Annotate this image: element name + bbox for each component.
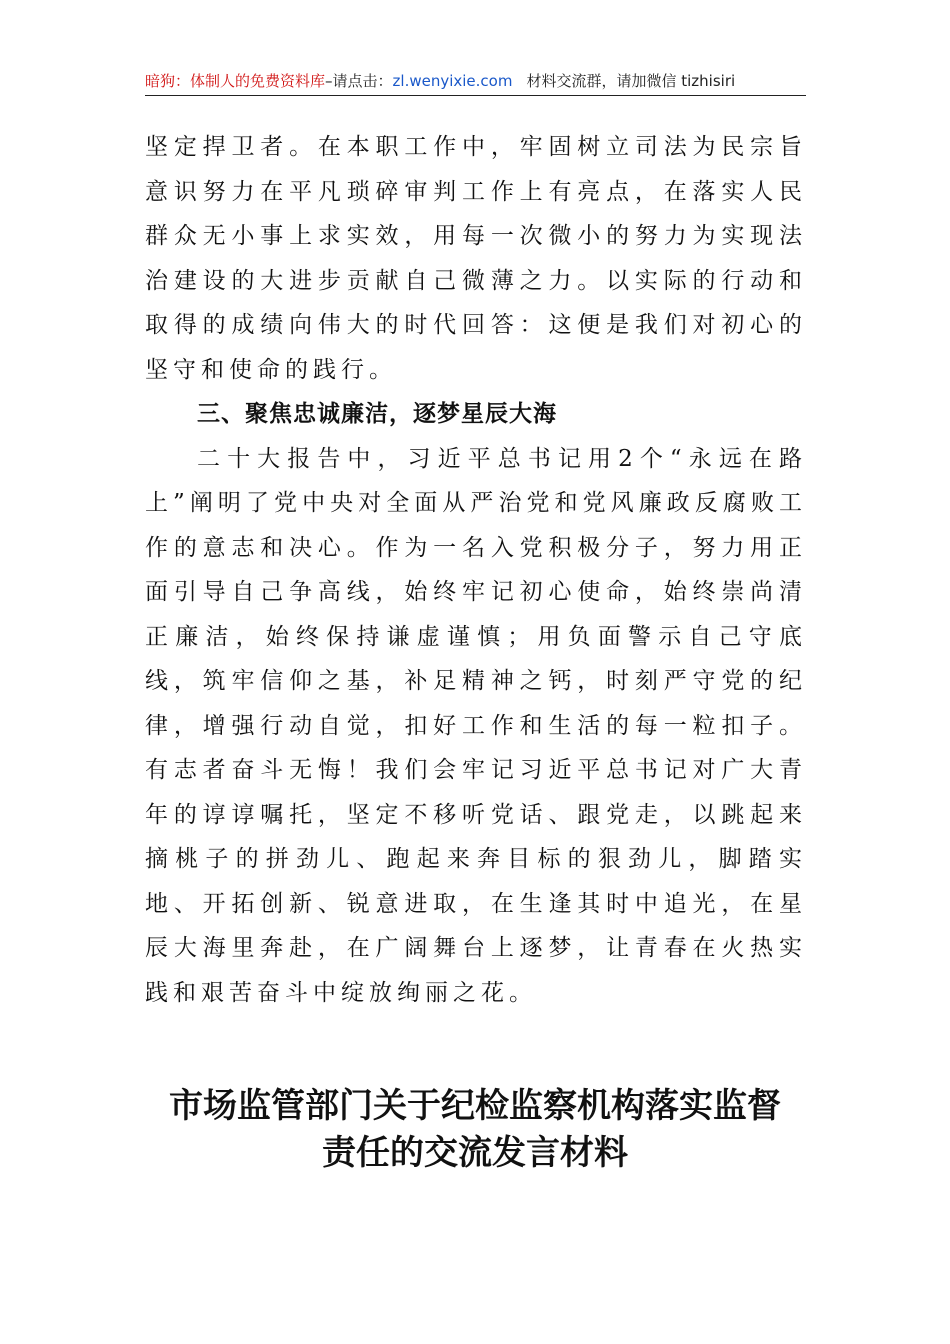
header-url-link[interactable]: zl.wenyixie.com	[392, 72, 513, 90]
title-line-1: 市场监管部门关于纪检监察机构落实监督	[169, 1086, 781, 1126]
next-document-title	[120, 1083, 830, 1177]
header-divider	[145, 95, 806, 96]
page-header	[145, 70, 806, 94]
header-prompt: –请点击：	[325, 72, 393, 90]
section-heading: 三、聚焦忠诚廉洁，逐梦星辰大海	[197, 401, 557, 427]
paragraph-main: 二十大报告中，习近平总书记用2个“永远在路上”阐明了党中央对全面从严治党和党风廉政反腐败工作的意志和决心。作为一名入党积极分子，努力用正面引导自己争高线，始终牢记初心使命，始终崇尚清正廉洁，始终保持谦虚谨慎；用负面警示自己守底线，筑牢信仰之基，补足精神之钙，时刻严守党的纪律，增强行动自觉，扣好工作和生活的每一粒扣子。有志者奋斗无悔！我们会牢记习近平总书记对广大青年的谆谆嘱托，坚定不移听党话、跟党走，以跳起来摘桃子的拼劲儿、跑起来奔目标的狠劲儿，脚踏实地、开拓创新、锐意进取，在生逢其时中追光，在星辰大海里奔赴，在广阔舞台上逐梦，让青春在火热实践和艰苦奋斗中绽放绚丽之花。	[145, 445, 807, 1006]
header-contact: 材料交流群，请加微信 tizhisiri	[526, 72, 736, 90]
document-body	[145, 125, 807, 1015]
paragraph-continued: 坚定捍卫者。在本职工作中，牢固树立司法为民宗旨意识努力在平凡琐碎审判工作上有亮点，在落实人民群众无小事上求实效，用每一次微小的努力为实现法治建设的大进步贡献自己微薄之力。以实际的行动和取得的成绩向伟大的时代回答：这便是我们对初心的坚守和使命的践行。	[145, 134, 807, 383]
header-brand: 暗狗：体制人的免费资料库	[145, 72, 326, 90]
title-line-2: 责任的交流发言材料	[322, 1133, 628, 1173]
